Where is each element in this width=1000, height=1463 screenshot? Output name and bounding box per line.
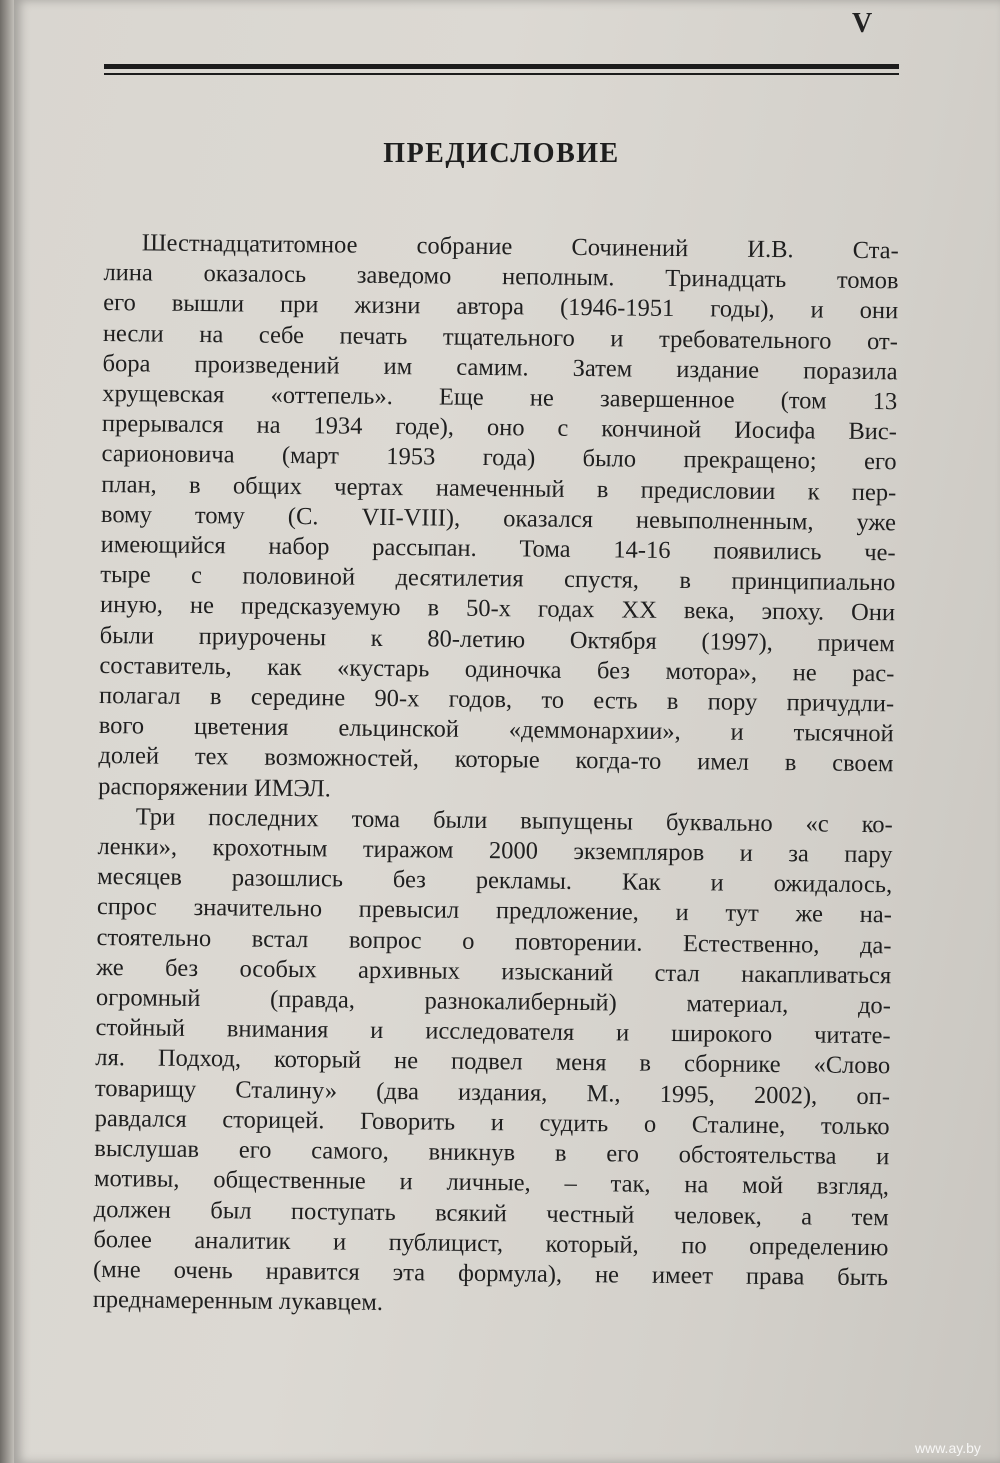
text-line: более аналитик и публицист, который, по определению — [93, 1225, 889, 1261]
text-line: несли на себе печать тщательного и требовательного от- — [102, 319, 898, 355]
text-line: хрущевская «оттепель». Еще не завершенное (том 13 — [102, 380, 898, 416]
text-line: спрос значительно превысил предложение, и тут же на- — [96, 893, 892, 929]
text-line: долей тех возможностей, которые когда-то имел в своем — [98, 742, 894, 778]
text-line: его вышли при жизни автора (1946-1951 годы), и они — [103, 289, 899, 325]
text-line: огромный (правда, разнокалиберный) материал, до- — [95, 984, 892, 1020]
watermark: www.ay.by — [915, 1440, 981, 1456]
text-line: (мне очень нравится эта формула), не имеет права быть — [92, 1255, 889, 1292]
text-line: месяцев разошлись без рекламы. Как и ожидалось, — [97, 863, 893, 899]
text-line: должен был поступать всякий честный человек, а тем — [93, 1195, 889, 1231]
text-line: ля. Подход, который не подвел меня в сборнике «Слово — [95, 1044, 891, 1080]
text-line: лина оказалось заведомо неполным. Тринадцать томов — [103, 259, 899, 295]
text-line: полагал в середине 90-х годов, то есть в пору причудли- — [98, 682, 895, 718]
text-line: равдался сторицей. Говорить и судить о Сталине, только — [94, 1104, 890, 1141]
text-line: тыре с половиной десятилетия спустя, в принципиально — [100, 561, 896, 597]
text-line: были приурочены к 80-летию Октября (1997), причем — [99, 621, 895, 657]
body-text — [93, 228, 899, 1324]
text-line: вому тому (С. VII-VIII), оказался невыполненным, уже — [100, 500, 897, 537]
paragraph — [98, 228, 899, 810]
header-rule-thick — [104, 64, 899, 69]
text-line: Шестнадцатитомное собрание Сочинений И.В. Ста- — [141, 229, 899, 265]
text-line: прерывался на 1934 годе), оно с кончиной Иосифа Вис- — [101, 410, 898, 446]
text-line: товарищу Сталину» (два издания, М., 1995, 2002), оп- — [94, 1074, 891, 1110]
book-spine-edge — [0, 0, 14, 1463]
text-line: иную, не предсказуемую в 50-х годах XX века, эпоху. Они — [99, 591, 896, 627]
text-line: сарионовича (март 1953 года) было прекращено; его — [101, 440, 897, 476]
paragraphs-container — [93, 228, 899, 1324]
text-line: мотивы, общественные и личные, – так, на мой взгляд, — [93, 1165, 890, 1201]
text-line: ленки», крохотным тиражом 2000 экземпляров и за пару — [97, 833, 893, 869]
text-line: стойный внимания и исследователя и широкого читате- — [95, 1014, 891, 1050]
page-number: V — [852, 8, 874, 39]
text-line: составитель, как «кустарь одиночка без мотора», не рас- — [99, 651, 895, 688]
text-line: выслушав его самого, вникнув в его обстоятельства и — [94, 1135, 890, 1171]
text-line: вого цветения ельцинской «деммонархии», и тысячной — [98, 712, 894, 748]
text-line: преднамеренным лукавцем. — [92, 1286, 384, 1317]
header-rule-thin — [104, 73, 899, 75]
text-line: стоятельно встал вопрос о повторении. Естественно, да- — [96, 923, 892, 959]
paragraph — [93, 802, 893, 1324]
book-page — [14, 0, 1000, 1463]
text-line: план, в общих чертах намеченный в предисловии к пер- — [101, 470, 897, 506]
text-line: распоряжении ИМЭЛ. — [98, 772, 331, 803]
chapter-title: ПРЕДИСЛОВИЕ — [383, 138, 620, 169]
text-line: бора произведений им самим. Затем издание поразила — [102, 349, 898, 386]
text-line: же без особых архивных изысканий стал накапливаться — [96, 953, 892, 990]
text-line: Три последних тома были выпущены буквально «с ко- — [135, 803, 893, 839]
text-line: имеющийся набор рассыпан. Тома 14-16 появились че- — [100, 531, 896, 567]
